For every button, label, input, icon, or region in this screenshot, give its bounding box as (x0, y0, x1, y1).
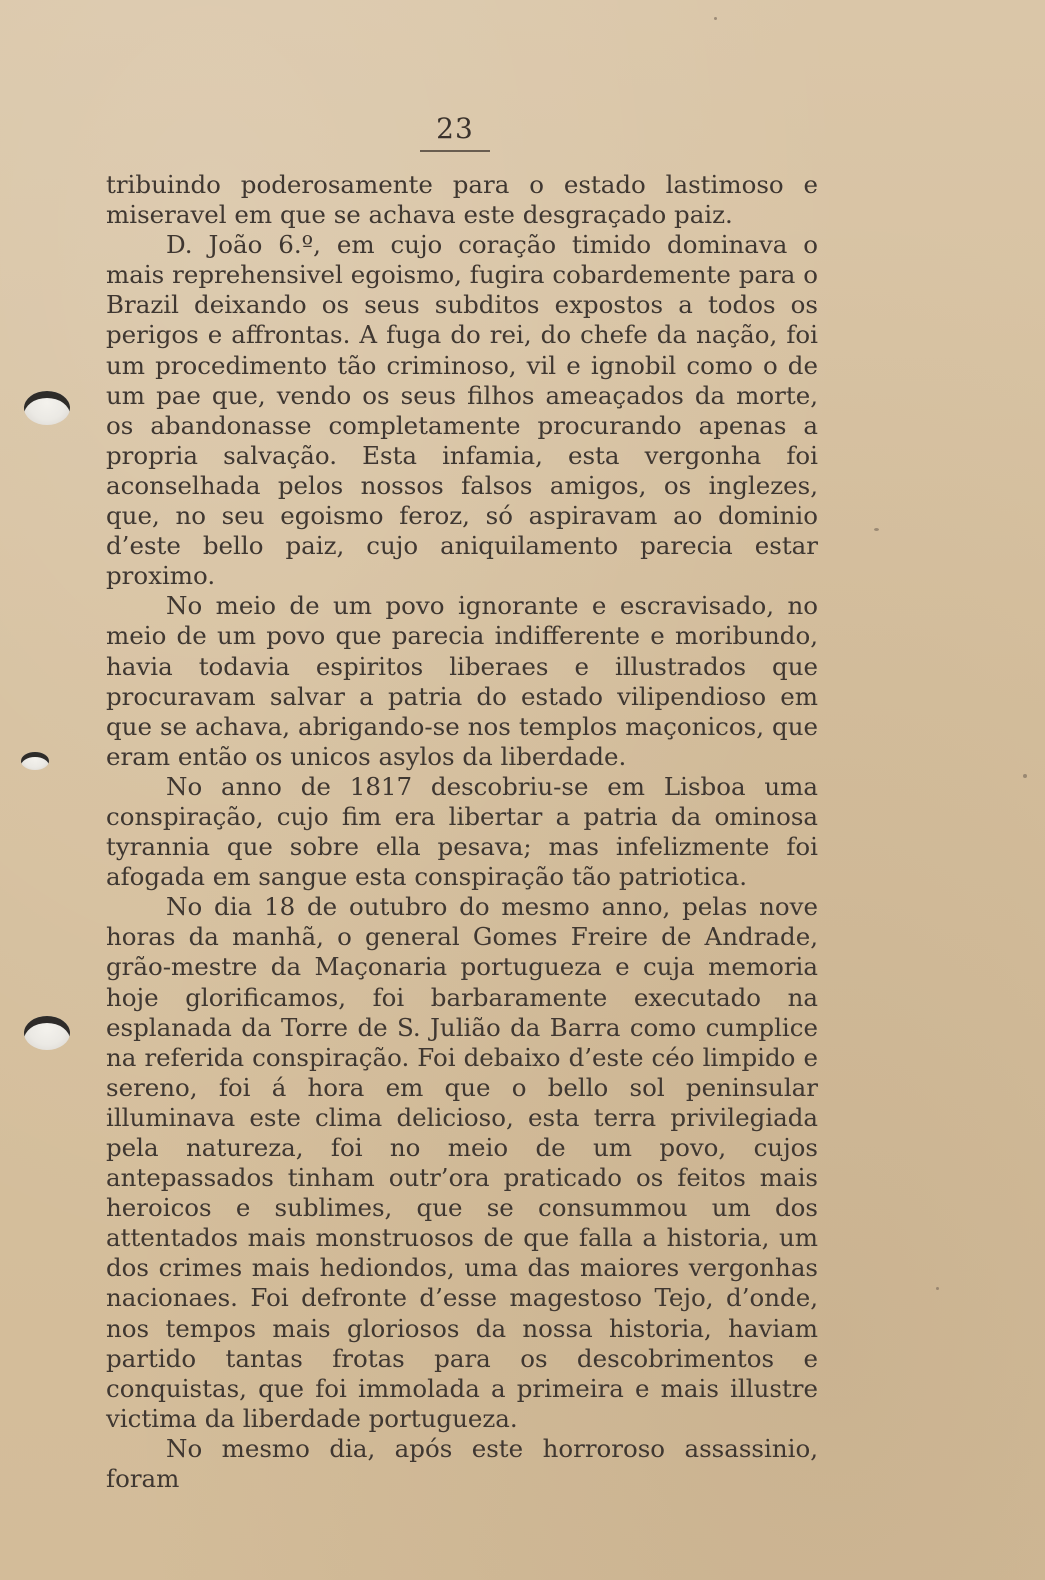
page-number-underline (420, 150, 490, 152)
page-body-text (106, 170, 818, 1494)
binding-hole-top (24, 391, 70, 425)
paper-speck (714, 17, 717, 20)
paragraph: No anno de 1817 descobriu-se em Lisboa uma conspiração, cujo fim era libertar a patria da ominosa tyrannia que sobre ella pesava; mas infelizmente foi afogada em sangue esta conspiração tão patriotica. (106, 771, 818, 892)
binding-hole-bottom (24, 1016, 70, 1050)
paragraph: No mesmo dia, após este horroroso assassinio, foram (106, 1433, 818, 1494)
paper-speck (1023, 774, 1027, 778)
page-number: 23 (436, 112, 474, 145)
binding-hole-middle (21, 752, 49, 770)
paper-speck (936, 1287, 939, 1290)
paragraph: No meio de um povo ignorante e escravisado, no meio de um povo que parecia indifferente e moribundo, havia todavia espiritos liberaes e illustrados que procuravam salvar a patria do estado vilipendioso em que se achava, abrigando-se nos templos maçonicos, que eram então os unicos asylos da liberdade. (106, 591, 818, 771)
paper-speck (874, 528, 879, 531)
paragraph: tribuindo poderosamente para o estado lastimoso e miseravel em que se achava este desgraçado paiz. (106, 170, 818, 230)
paragraph: D. João 6.º, em cujo coração timido dominava o mais reprehensivel egoismo, fugira cobardemente para o Brazil deixando os seus subditos expostos a todos os perigos e affrontas. A fuga do rei, do chefe da nação, foi um procedimento tão criminoso, vil e ignobil como o de um pae que, vendo os seus filhos ameaçados da morte, os abandonasse completamente procurando apenas a propria salvação. Esta infamia, esta vergonha foi aconselhada pelos nossos falsos amigos, os inglezes, que, no seu egoismo feroz, só aspiravam ao dominio d’este bello paiz, cujo aniquilamento parecia estar proximo. (106, 230, 818, 591)
paragraph: No dia 18 de outubro do mesmo anno, pelas nove horas da manhã, o general Gomes Freire de Andrade, grão-mestre da Maçonaria portugueza e cuja memoria hoje glorificamos, foi barbaramente executado na esplanada da Torre de S. Julião da Barra como cumplice na referida conspiração. Foi debaixo d’este céo limpido e sereno, foi á hora em que o bello sol peninsular illuminava este clima delicioso, esta terra privilegiada pela natureza, foi no meio de um povo, cujos antepassados tinham outr’ora praticado os feitos mais heroicos e sublimes, que se consummou um dos attentados mais monstruosos de que falla a historia, um dos crimes mais hediondos, uma das maiores vergonhas nacionaes. Foi defronte d’esse magestoso Tejo, d’onde, nos tempos mais gloriosos da nossa historia, haviam partido tantas frotas para os descobrimentos e conquistas, que foi immolada a primeira e mais illustre victima da liberdade portugueza. (106, 892, 818, 1433)
